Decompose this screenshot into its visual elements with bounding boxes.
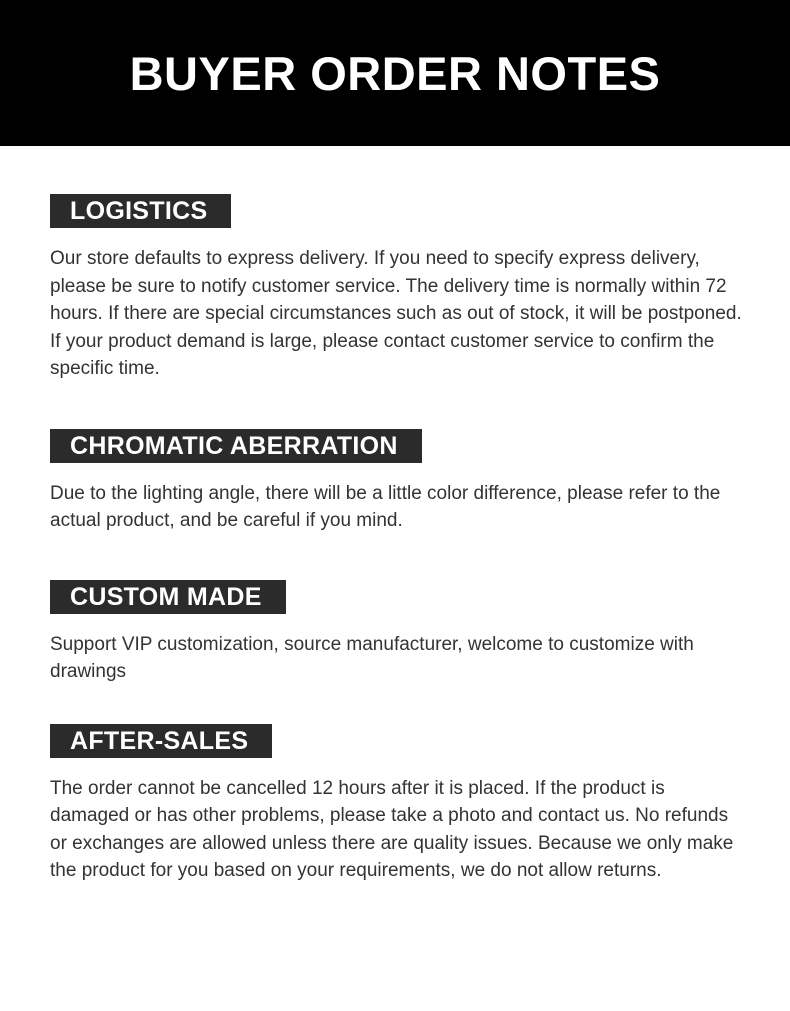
section-label-logistics: LOGISTICS: [50, 194, 231, 228]
section-after-sales: [50, 724, 750, 885]
section-body-chromatic-aberration: Due to the lighting angle, there will be a little color difference, please refer to the actual product, and be careful if you mind.: [50, 482, 721, 531]
section-chromatic-aberration: [50, 429, 750, 535]
section-body-custom-made: Support VIP customization, source manufacturer, welcome to customize with drawings: [50, 633, 694, 682]
header-banner: [0, 0, 790, 146]
section-label-chromatic-aberration: CHROMATIC ABERRATION: [50, 429, 422, 463]
section-custom-made: [50, 580, 750, 686]
section-label-custom-made: CUSTOM MADE: [50, 580, 286, 614]
content-area: [0, 146, 790, 885]
section-label-after-sales: AFTER-SALES: [50, 724, 272, 758]
section-logistics: [50, 194, 750, 383]
section-body-after-sales: The order cannot be cancelled 12 hours after it is placed. If the product is damaged or has other problems, please take a photo and contact us. No refunds or exchanges are allowed unless there are quality issues. Because we only make the product for you based on your requirements, we do not allow returns.: [50, 777, 734, 881]
page-title: BUYER ORDER NOTES: [129, 46, 661, 100]
section-body-logistics: Our store defaults to express delivery. If you need to specify express delivery, please be sure to notify customer service. The delivery time is normally within 72 hours. If there are special circumstances such as out of stock, it will be postponed. If your product demand is large, please contact customer service to confirm the specific time.: [50, 248, 742, 379]
